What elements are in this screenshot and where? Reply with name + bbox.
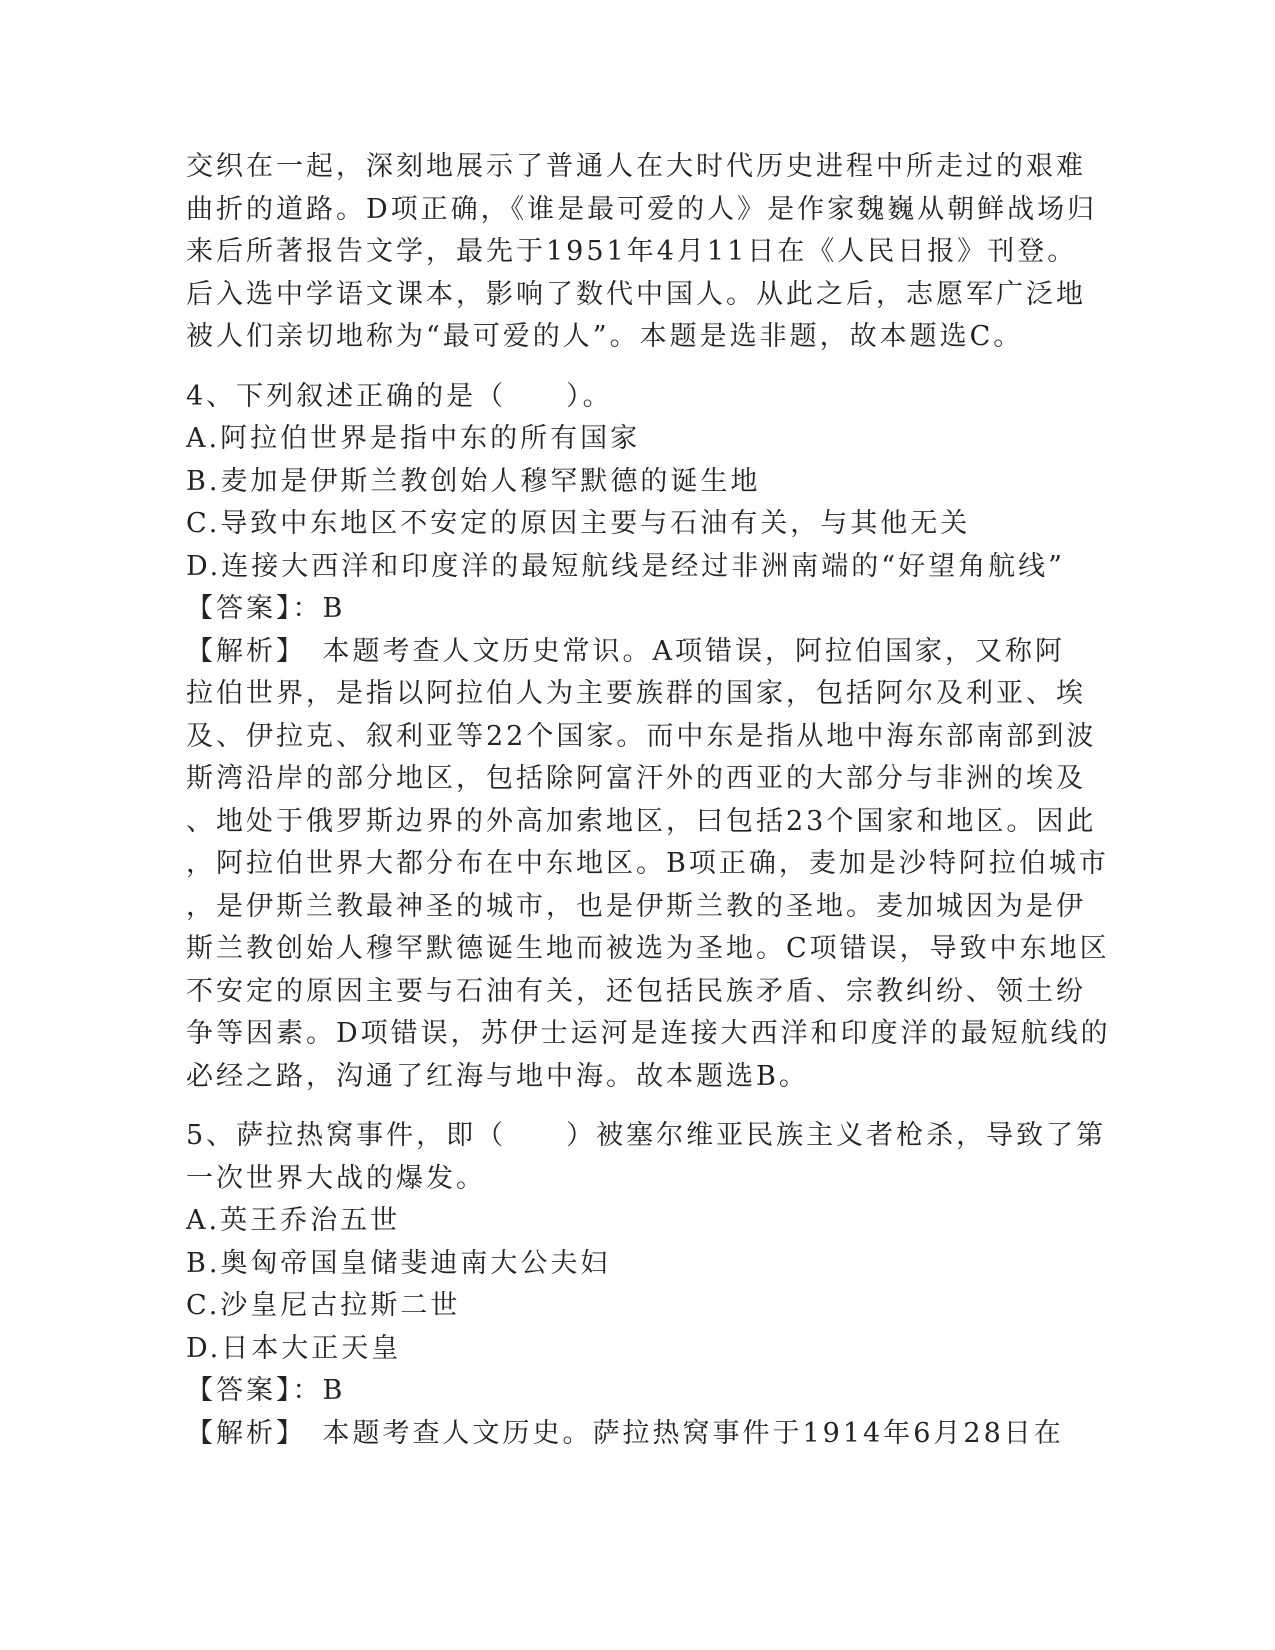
text-line: 交织在一起，深刻地展示了普通人在大时代历史进程中所走过的艰难 (186, 151, 1086, 182)
analysis-line: 【解析】 本题考查人文历史常识。A项错误，阿拉伯国家，又称阿 (186, 635, 1065, 667)
question-stem: 一次世界大战的爆发。 (186, 1162, 486, 1194)
option-b: B.奥匈帝国皇储斐迪南大公夫妇 (186, 1247, 611, 1279)
analysis-line: ，是伊斯兰教最神圣的城市，也是伊斯兰教的圣地。麦加城因为是伊 (186, 890, 1086, 922)
text-line: 曲折的道路。D项正确，《谁是最可爱的人》是作家魏巍从朝鲜战场归 (186, 193, 1098, 225)
answer-line: 【答案】：B (186, 1375, 346, 1406)
option-d: D.连接大西洋和印度洋的最短航线是经过非洲南端的“好望角航线” (186, 550, 1065, 582)
option-a: A.阿拉伯世界是指中东的所有国家 (186, 423, 641, 454)
analysis-line: 必经之路，沟通了红海与地中海。故本题选B。 (186, 1060, 809, 1092)
analysis-line: 争等因素。D项错误，苏伊士运河是连接大西洋和印度洋的最短航线的 (186, 1018, 1111, 1049)
analysis-line: 拉伯世界，是指以阿拉伯人为主要族群的国家，包括阿尔及利亚、埃 (186, 678, 1086, 709)
answer-line: 【答案】：B (186, 593, 346, 624)
analysis-line: 不安定的原因主要与石油有关，还包括民族矛盾、宗教纠纷、领土纷 (186, 975, 1086, 1007)
option-a: A.英王乔治五世 (186, 1205, 401, 1236)
spacer (186, 359, 1090, 376)
document-body (186, 146, 1111, 1455)
analysis-line: 斯湾沿岸的部分地区，包括除阿富汗外的西亚的大部分与非洲的埃及 (186, 763, 1086, 794)
analysis-line: 及、伊拉克、叙利亚等22个国家。而中东是指从地中海东部南部到波 (186, 720, 1097, 752)
question-stem: 5、萨拉热窝事件，即（ ）被塞尔维亚民族主义者枪杀，导致了第 (186, 1120, 1107, 1151)
question-4 (186, 376, 1111, 1099)
text-line: 后入选中学语文课本，影响了数代中国人。从此之后，志愿军广泛地 (186, 278, 1086, 310)
option-d: D.日本大正天皇 (186, 1332, 402, 1364)
analysis-line: 、地处于俄罗斯边界的外高加索地区，曰包括23个国家和地区。因此 (186, 805, 1097, 837)
text-line: 被人们亲切地称为“最可爱的人”。本题是选非题，故本题选C。 (186, 321, 1024, 352)
option-b: B.麦加是伊斯兰教创始人穆罕默德的诞生地 (186, 465, 761, 497)
analysis-line: ，阿拉伯世界大都分布在中东地区。B项正确，麦加是沙特阿拉伯城市 (186, 848, 1109, 879)
question-5 (186, 1115, 1107, 1455)
option-c: C.沙皇尼古拉斯二世 (186, 1290, 461, 1321)
analysis-line: 斯兰教创始人穆罕默德诞生地而被选为圣地。C项错误，导致中东地区 (186, 933, 1110, 964)
question-stem: 4、下列叙述正确的是（ ）。 (186, 380, 613, 412)
continuation-paragraph (186, 146, 1098, 359)
option-c: C.导致中东地区不安定的原因主要与石油有关，与其他无关 (186, 508, 971, 539)
text-line: 来后所著报告文学，最先于1951年4月11日在《人民日报》刊登。 (186, 236, 1078, 267)
spacer (186, 1098, 1090, 1115)
analysis-line: 【解析】 本题考查人文历史。萨拉热窝事件于1914年6月28日在 (186, 1417, 1064, 1449)
